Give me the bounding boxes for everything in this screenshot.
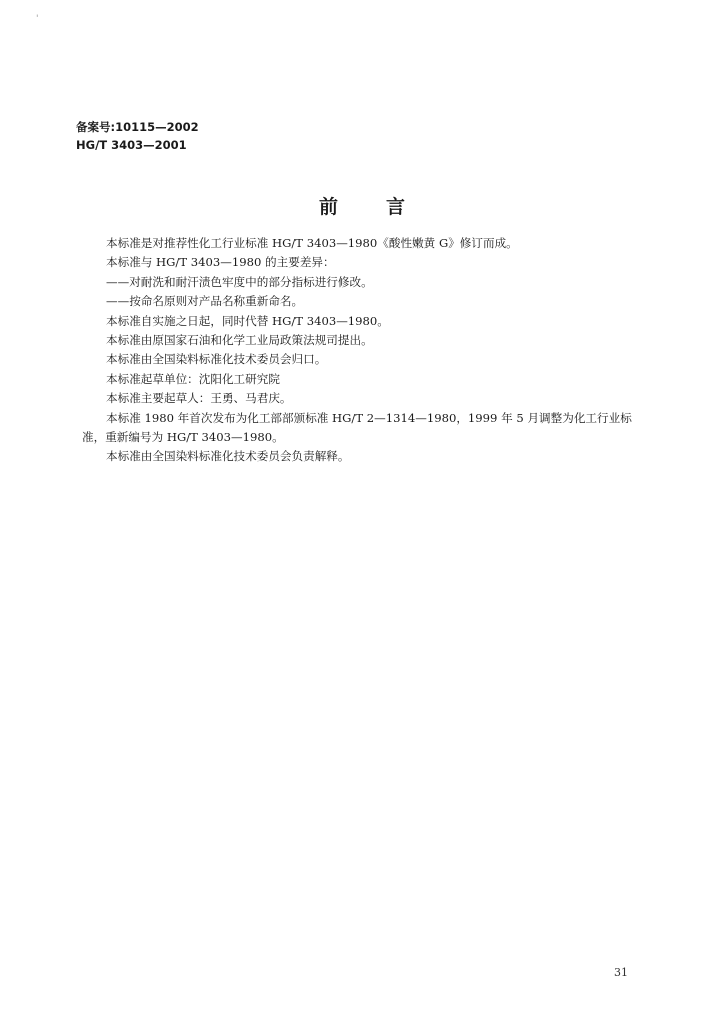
paragraph: 本标准自实施之日起，同时代替 HG/T 3403—1980。	[106, 313, 389, 328]
paragraph: 本标准主要起草人：王勇、马君庆。	[106, 391, 292, 406]
paragraph: 本标准 1980 年首次发布为化工部部颁标准 HG/T 2—1314—1980，1999 年 5 月调整为化工行业标准，重新编号为 HG/T 3403—1980。	[82, 410, 632, 445]
paragraph: 本标准是对推荐性化工行业标准 HG/T 3403—1980《酸性嫩黄 G》修订而成。	[106, 236, 518, 250]
page-title: 前言	[318, 196, 453, 218]
paragraph: ——按命名原则对产品名称重新命名。	[106, 294, 304, 309]
corner-mark: '	[36, 14, 39, 24]
page-number: 31	[614, 966, 628, 979]
paragraph: ——对耐洗和耐汗渍色牢度中的部分指标进行修改。	[106, 274, 373, 289]
standard-header	[76, 118, 199, 154]
paragraph: 本标准起草单位：沈阳化工研究院	[106, 371, 280, 386]
foreword-body	[82, 234, 642, 467]
paragraph: 本标准由原国家石油和化学工业局政策法规司提出。	[106, 333, 373, 348]
paragraph: 本标准由全国染料标准化技术委员会负责解释。	[106, 449, 350, 464]
paragraph: 本标准由全国染料标准化技术委员会归口。	[106, 352, 327, 367]
filing-number: 备案号:10115—2002	[76, 120, 199, 134]
paragraph: 本标准与 HG/T 3403—1980 的主要差异：	[106, 255, 335, 270]
standard-number: HG/T 3403—2001	[76, 138, 187, 152]
